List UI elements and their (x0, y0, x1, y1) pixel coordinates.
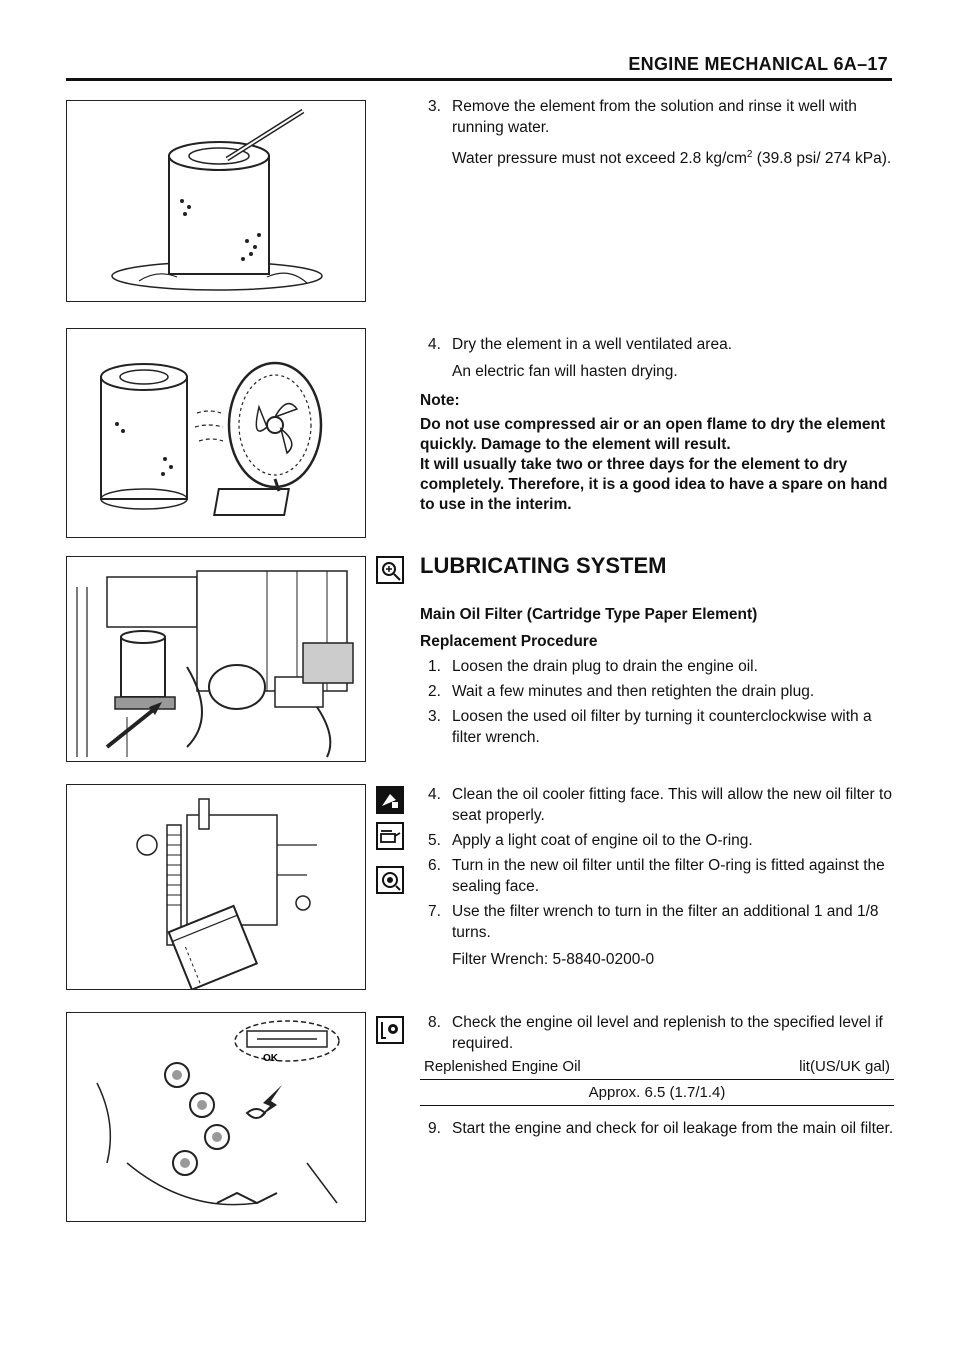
step-3-rinse (420, 96, 894, 138)
step-number: 3. (428, 98, 441, 115)
dipstick-ok-label: OK (263, 1053, 278, 1064)
rinse-instructions (420, 96, 894, 169)
illustration-engine-oil-filter (67, 557, 365, 761)
step-4-subtext: An electric fan will hasten drying. (452, 363, 678, 380)
install-filter-instructions (420, 784, 894, 970)
step-text: Dry the element in a well ventilated area. (452, 336, 733, 353)
clean-icon (376, 786, 404, 814)
page-header (66, 52, 892, 81)
tighten-icon (376, 866, 404, 894)
oil-level-instructions (420, 1012, 894, 1139)
filter-wrench-spec: Filter Wrench: 5-8840-0200-0 (452, 951, 655, 968)
illustration-oil-cooler-filter (67, 785, 365, 989)
water-pressure-spec: Water pressure must not exceed 2.8 $kg/cm^2$ (39.8 psi/ 274 kPa). (452, 149, 892, 168)
oil-capacity-header-row (420, 1054, 894, 1080)
oil-level-icon (376, 1016, 404, 1044)
step-number: 4. (428, 336, 441, 353)
step-1-drain: 1. Loosen the drain plug to drain the engine oil. (428, 658, 758, 675)
step-4-dry (420, 334, 894, 355)
oil-capacity-value: Approx. 6.5 (1.7/1.4) (420, 1080, 894, 1106)
figure-oil-level-dipstick (66, 1012, 366, 1222)
figure-oil-cooler-filter (66, 784, 366, 990)
figure-engine-oil-filter (66, 556, 366, 762)
step-7-wrench: 7. Use the filter wrench to turn in the filter an additional 1 and 1/8 turns. (428, 903, 879, 941)
illustration-element-rinse (67, 101, 365, 301)
step-6-turn-in: 6. Turn in the new oil filter until the filter O-ring is fitted against the sealing face. (428, 857, 885, 895)
step-3-loosen-filter: 3. Loosen the used oil filter by turning it counterclockwise with a filter wrench. (428, 708, 872, 746)
subtitle-main-oil-filter: Main Oil Filter (Cartridge Type Paper Element) (420, 606, 758, 623)
oil-capacity-table (420, 1054, 894, 1106)
illustration-element-fan (67, 329, 365, 537)
step-text: Remove the element from the solution and rinse it well with running water. (452, 98, 857, 136)
oil-capacity-unit: lit(US/UK gal) (716, 1054, 894, 1080)
replacement-procedure (420, 604, 894, 748)
section-title-lubricating-system: LUBRICATING SYSTEM (420, 553, 667, 578)
step-4-clean-fitting: 4. Clean the oil cooler fitting face. This will allow the new oil filter to seat properly. (428, 786, 892, 824)
procedure-icon (376, 556, 404, 584)
subtitle-replacement-procedure: Replacement Procedure (420, 633, 598, 650)
note-label: Note: (420, 392, 460, 409)
step-2-retighten: 2. Wait a few minutes and then retighten the drain plug. (428, 683, 815, 700)
page-title: ENGINE MECHANICAL 6A–17 (628, 54, 888, 74)
note-text-1: Do not use compressed air or an open flame to dry the element quickly. Damage to the element will result. (420, 416, 886, 453)
note-text-2: It will usually take two or three days for the element to dry completely. Therefore, it is a good idea to have a spare on hand to use in the interim. (420, 456, 888, 513)
oil-capacity-value-row (420, 1080, 894, 1106)
drying-instructions (420, 334, 894, 515)
figure-element-fan (66, 328, 366, 538)
step-9-check-leakage: 9. Start the engine and check for oil leakage from the main oil filter. (428, 1120, 894, 1137)
illustration-oil-level-dipstick (67, 1013, 365, 1221)
step-5-apply-oil: 5. Apply a light coat of engine oil to the O-ring. (428, 832, 753, 849)
oil-apply-icon (376, 822, 404, 850)
step-8-check-oil: 8. Check the engine oil level and replenish to the specified level if required. (428, 1014, 883, 1052)
oil-capacity-label: Replenished Engine Oil (420, 1054, 716, 1080)
figure-element-rinse (66, 100, 366, 302)
